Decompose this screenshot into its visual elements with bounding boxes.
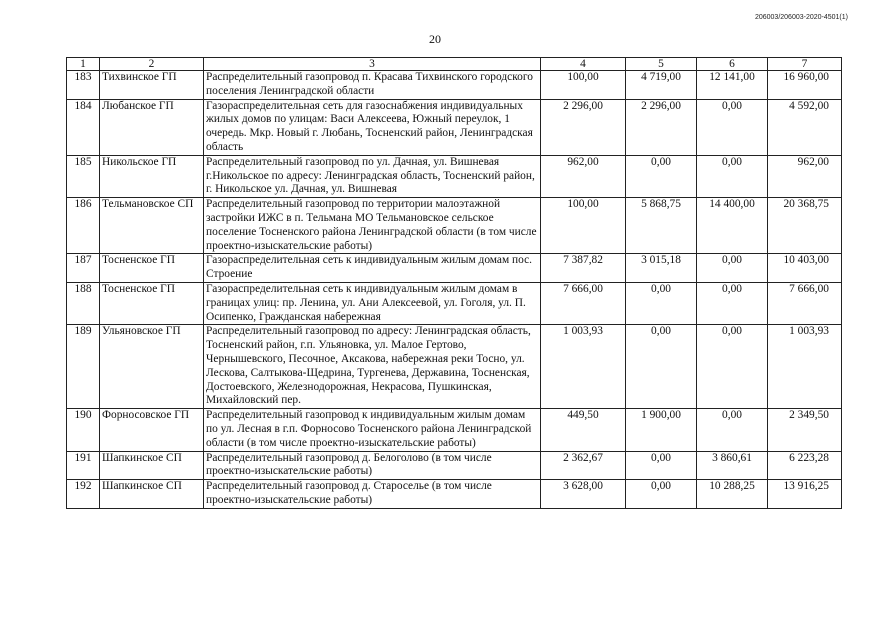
value-col4: 7 387,82: [541, 254, 626, 283]
value-col7: 6 223,28: [768, 451, 842, 480]
project-description: Распределительный газопровод по ул. Дачная, ул. Вишневая г.Никольское по адресу: Ленинградская область, Тосненский район, г. Никольское ул. Дачная, ул. Вишневая: [204, 155, 541, 197]
value-col7: 16 960,00: [768, 71, 842, 100]
value-col6: 0,00: [697, 282, 768, 324]
table-row: [67, 325, 842, 409]
row-number: 185: [67, 155, 100, 197]
settlement-name: Шапкинское СП: [100, 480, 204, 509]
value-col5: 4 719,00: [626, 71, 697, 100]
column-header: 7: [768, 58, 842, 71]
value-col6: 0,00: [697, 325, 768, 409]
project-description: Распределительный газопровод д. Белоголово (в том числе проектно-изыскательские работы): [204, 451, 541, 480]
value-col4: 100,00: [541, 71, 626, 100]
table-row: [67, 254, 842, 283]
table-row: [67, 99, 842, 155]
row-number: 190: [67, 409, 100, 451]
value-col7: 4 592,00: [768, 99, 842, 155]
table-row: [67, 71, 842, 100]
value-col7: 962,00: [768, 155, 842, 197]
row-number: 189: [67, 325, 100, 409]
project-description: Газораспределительная сеть к индивидуальным жилым домам в границах улиц: пр. Ленина, ул. Ани Алексеевой, ул. Гоголя, ул. П. Осипенко, Гражданская набережная: [204, 282, 541, 324]
project-description: Распределительный газопровод по адресу: Ленинградская область, Тосненский район, г.п. Ульяновка, ул. Малое Гертово, Чернышевского, Песочное, Аксакова, набережная реки Тосно, ул. Лескова, Салтыкова-Щедрина, Тургенева, Державина, Тосненская, Достоевского, Железнодорожная, Некрасова, Пушкинская, Михайловский пер.: [204, 325, 541, 409]
value-col6: 3 860,61: [697, 451, 768, 480]
settlement-name: Тихвинское ГП: [100, 71, 204, 100]
settlement-name: Форносовское ГП: [100, 409, 204, 451]
settlement-name: Тосненское ГП: [100, 254, 204, 283]
value-col4: 962,00: [541, 155, 626, 197]
row-number: 186: [67, 198, 100, 254]
project-description: Распределительный газопровод по территории малоэтажной застройки ИЖС в п. Тельмана МО Тельмановское сельское поселение Тосненского района Ленинградской области (в том числе проектно-изыскательские работы): [204, 198, 541, 254]
project-description: Газораспределительная сеть для газоснабжения индивидуальных жилых домов по улицам: Васи Алексеева, Южный переулок, 1 очередь. Мкр. Новый г. Любань, Тосненский район, Ленинградская область: [204, 99, 541, 155]
page-number: 20: [429, 32, 441, 46]
settlement-name: Шапкинское СП: [100, 451, 204, 480]
value-col5: 0,00: [626, 480, 697, 509]
column-header: 3: [204, 58, 541, 71]
value-col7: 20 368,75: [768, 198, 842, 254]
value-col4: 100,00: [541, 198, 626, 254]
value-col4: 7 666,00: [541, 282, 626, 324]
column-header: 4: [541, 58, 626, 71]
table-row: [67, 451, 842, 480]
table-row: [67, 480, 842, 509]
value-col7: 7 666,00: [768, 282, 842, 324]
row-number: 191: [67, 451, 100, 480]
value-col6: 0,00: [697, 409, 768, 451]
value-col5: 1 900,00: [626, 409, 697, 451]
settlement-name: Тельмановское СП: [100, 198, 204, 254]
value-col5: 0,00: [626, 282, 697, 324]
row-number: 192: [67, 480, 100, 509]
value-col4: 1 003,93: [541, 325, 626, 409]
project-description: Газораспределительная сеть к индивидуальным жилым домам пос. Строение: [204, 254, 541, 283]
value-col7: 13 916,25: [768, 480, 842, 509]
value-col5: 5 868,75: [626, 198, 697, 254]
column-header: 2: [100, 58, 204, 71]
project-description: Распределительный газопровод п. Красава Тихвинского городского поселения Ленинградской области: [204, 71, 541, 100]
value-col4: 3 628,00: [541, 480, 626, 509]
row-number: 187: [67, 254, 100, 283]
gas-pipeline-table: [66, 57, 842, 509]
table-row: [67, 409, 842, 451]
table-row: [67, 155, 842, 197]
value-col4: 2 296,00: [541, 99, 626, 155]
value-col5: 0,00: [626, 155, 697, 197]
value-col6: 10 288,25: [697, 480, 768, 509]
value-col7: 2 349,50: [768, 409, 842, 451]
value-col5: 3 015,18: [626, 254, 697, 283]
value-col7: 10 403,00: [768, 254, 842, 283]
value-col6: 12 141,00: [697, 71, 768, 100]
settlement-name: Любанское ГП: [100, 99, 204, 155]
value-col6: 0,00: [697, 99, 768, 155]
value-col6: 0,00: [697, 254, 768, 283]
column-header: 1: [67, 58, 100, 71]
row-number: 184: [67, 99, 100, 155]
row-number: 183: [67, 71, 100, 100]
project-description: Распределительный газопровод к индивидуальным жилым домам по ул. Лесная в г.п. Форносово Тосненского района Ленинградской области (в том числе проектно-изыскательские работы): [204, 409, 541, 451]
column-header: 5: [626, 58, 697, 71]
column-header: 6: [697, 58, 768, 71]
value-col6: 0,00: [697, 155, 768, 197]
table-row: [67, 282, 842, 324]
value-col5: 0,00: [626, 325, 697, 409]
value-col4: 449,50: [541, 409, 626, 451]
settlement-name: Тосненское ГП: [100, 282, 204, 324]
value-col4: 2 362,67: [541, 451, 626, 480]
settlement-name: Ульяновское ГП: [100, 325, 204, 409]
document-id: 206003/206003-2020-4501(1): [754, 14, 848, 21]
value-col5: 0,00: [626, 451, 697, 480]
table-row: [67, 198, 842, 254]
row-number: 188: [67, 282, 100, 324]
project-description: Распределительный газопровод д. Староселье (в том числе проектно-изыскательские работы): [204, 480, 541, 509]
value-col5: 2 296,00: [626, 99, 697, 155]
value-col7: 1 003,93: [768, 325, 842, 409]
settlement-name: Никольское ГП: [100, 155, 204, 197]
value-col6: 14 400,00: [697, 198, 768, 254]
header-row: [67, 58, 842, 71]
